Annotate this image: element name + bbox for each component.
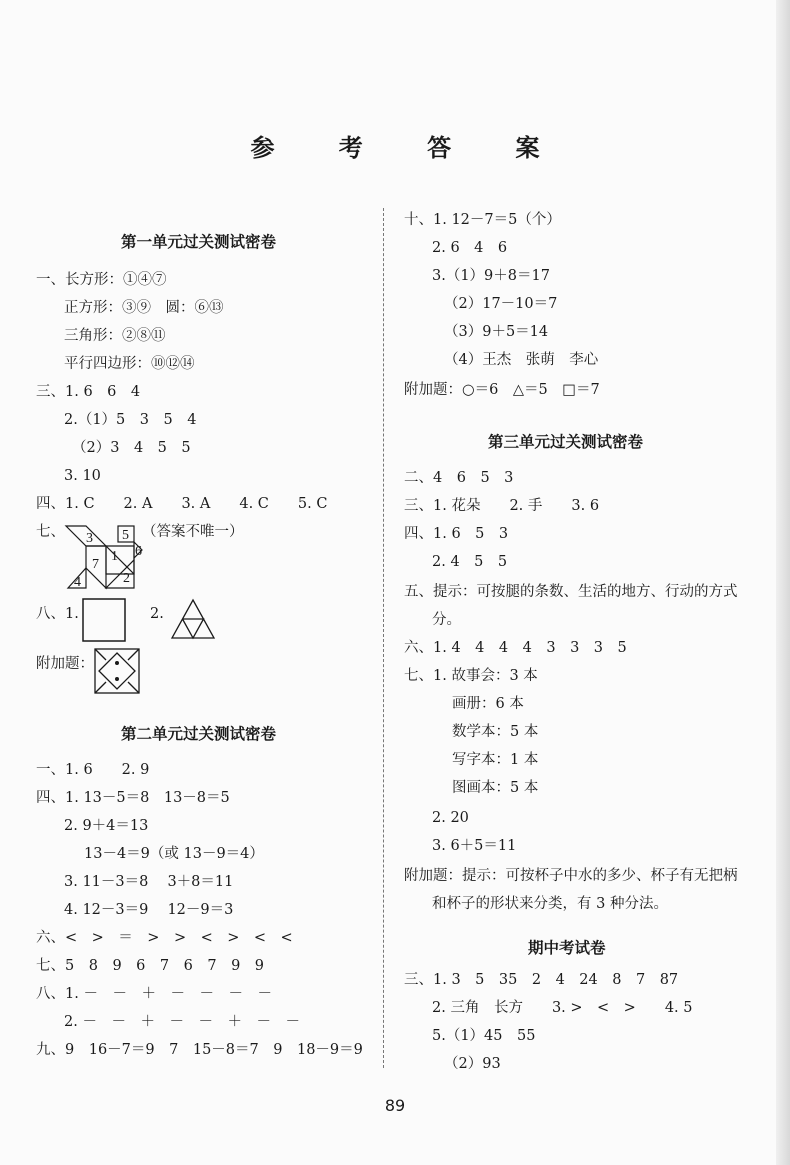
answer-line: 3. 10 [64,468,101,484]
page-edge [776,0,790,1165]
answer-line: （4）王杰 张萌 李心 [444,352,599,368]
bonus-figure [94,648,140,694]
answer-line: 一、长方形：①④⑦ [36,272,167,288]
answer-line: 七、5 8 9 6 7 6 7 9 9 [36,958,265,974]
answer-line: 二、4 6 5 3 [404,470,514,486]
answer-line: 六、< > ＝ > > < > < < [36,930,293,946]
tangram-label: 3 [86,531,93,546]
page-number: 89 [384,1096,406,1115]
answer-line: 2. 9＋4＝13 [64,818,149,834]
answer-line: （2）93 [444,1056,501,1072]
answer-line: 正方形：③⑨ 圆：⑥⑬ [64,300,224,316]
answer-line: 4. 12－3＝9 12－9＝3 [64,902,234,918]
answer-line: 平行四边形：⑩⑫⑭ [64,356,195,372]
answer-line: 五、提示：可按腿的条数、生活的地方、行动的方式 [404,584,738,600]
answer-line: 四、1. 6 5 3 [404,526,509,542]
unit2-header: 第二单元过关测试密卷 [121,725,277,743]
answer-line: 数学本：5 本 [452,724,539,740]
page-title: 参 考 答 案 [250,133,568,162]
bonus-label: 附加题： [36,656,94,672]
q7-label: 七、 [36,524,65,540]
tangram-label: 1 [111,549,118,564]
answer-line: 三、1. 花朵 2. 手 3. 6 [404,498,600,514]
answer-line: 附加题：○＝6 △＝5 □＝7 [404,382,600,398]
tangram-labels [74,528,142,590]
tangram-label: 7 [92,557,99,572]
answer-line: 2. 6 4 6 [432,240,508,256]
triangle-figure [170,598,216,640]
answer-line: 附加题：提示：可按杯子中水的多少、杯子有无把柄 [404,868,738,884]
answer-line: 八、1. － － ＋ － － － － [36,986,272,1002]
tangram-label: 2 [123,571,130,586]
answer-line: 四、1. C 2. A 3. A 4. C 5. C [36,496,328,512]
answer-line: 三、1. 3 5 35 2 4 24 8 7 87 [404,972,679,988]
answer-line: 三角形：②⑧⑪ [64,328,166,344]
answer-line: 2. 20 [432,810,469,826]
answer-line: 3. 11－3＝8 3＋8＝11 [64,874,234,890]
answer-line: 分。 [432,612,461,628]
answer-line: 四、1. 13－5＝8 13－8＝5 [36,790,230,806]
q8-label: 八、1. [36,606,79,622]
answer-line: 5.（1）45 55 [432,1028,536,1044]
unit3-header: 第三单元过关测试密卷 [488,433,644,451]
unit1-header: 第一单元过关测试密卷 [121,233,277,251]
answer-line: 一、1. 6 2. 9 [36,762,150,778]
answer-line: 和杯子的形状来分类，有 3 种分法。 [432,896,668,912]
column-divider [383,208,384,1068]
answer-line: （2）3 4 5 5 [72,440,191,456]
square-figure [82,598,126,642]
tangram-label: 4 [74,575,81,590]
answer-line: 画册：6 本 [452,696,524,712]
answer-line: 七、1. 故事会：3 本 [404,668,538,684]
answer-line: 三、1. 6 6 4 [36,384,141,400]
q7-note: （答案不唯一） [142,524,244,540]
answer-line: 2. 4 5 5 [432,554,508,570]
answer-line: 2. － － ＋ － － ＋ － － [64,1014,300,1030]
answer-line: 十、1. 12－7＝5（个） [404,212,561,228]
tangram-label: 5 [122,528,129,543]
answer-line: 九、9 16－7＝9 7 15－8＝7 9 18－9＝9 [36,1042,363,1058]
answer-line: 2. 三角 长方 3. > < > 4. 5 [432,1000,693,1016]
answer-line: 六、1. 4 4 4 4 3 3 3 5 [404,640,627,656]
answer-line: 图画本：5 本 [452,780,539,796]
q8-2-label: 2. [150,606,164,622]
midterm-header: 期中考试卷 [528,939,606,957]
answer-line: 写字本：1 本 [452,752,539,768]
answer-line: （2）17－10＝7 [444,296,558,312]
tangram-figure [64,524,146,592]
tangram-label: 6 [135,544,142,559]
answer-line: 13－4＝9（或 13－9＝4） [84,846,264,862]
answer-line: 3. 6＋5＝11 [432,838,517,854]
answer-line: （3）9＋5＝14 [444,324,549,340]
answer-line: 2.（1）5 3 5 4 [64,412,197,428]
answer-line: 3.（1）9＋8＝17 [432,268,550,284]
